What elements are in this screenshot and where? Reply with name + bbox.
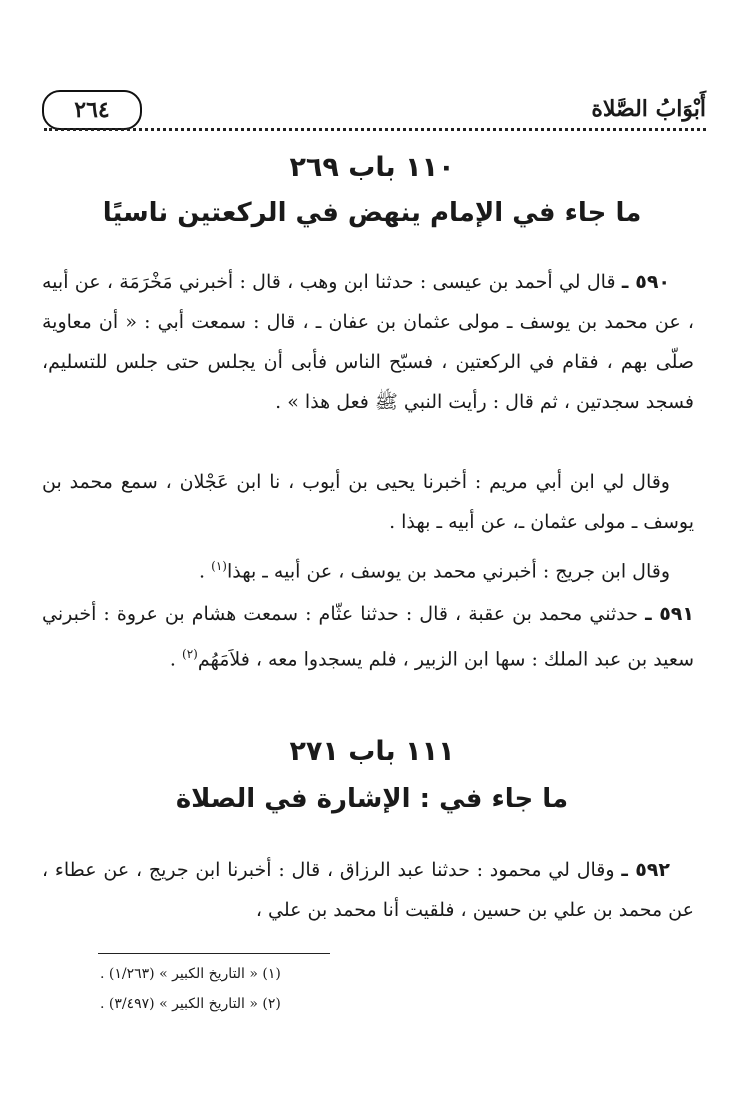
hadith-number: ٥٩٢ ـ bbox=[621, 859, 670, 881]
running-title: أَبْوَابُ الصَّلاة bbox=[591, 96, 706, 122]
header-divider bbox=[44, 128, 706, 131]
footnote: (٢) « التاريخ الكبير » (٣/٤٩٧) . bbox=[100, 996, 281, 1012]
page-number-text: ٢٦٤ bbox=[74, 97, 110, 123]
chapter-subtitle: ما جاء في الإمام ينهض في الركعتين ناسيًا bbox=[102, 198, 642, 228]
chapter-heading: ١١١ باب ٢٧١ bbox=[289, 736, 455, 767]
hadith-text: وقال لي محمود : حدثنا عبد الرزاق ، قال : أخبرنا ابن جريج ، عن عطاء ، عن محمد بن علي بن حسين ، فلقيت أنا محمد بن علي ، bbox=[42, 859, 694, 921]
footnote: (١) « التاريخ الكبير » (١/٢٦٣) . bbox=[100, 966, 281, 982]
narration-tail: . bbox=[199, 560, 212, 583]
hadith-paragraph bbox=[42, 594, 694, 679]
narration-text: وقال لي ابن أبي مريم : أخبرنا يحيى بن أيوب ، نا ابن عَجْلان ، سمع محمد بن يوسف ـ مولى عثمان ـ، عن أبيه ـ بهذا . bbox=[42, 471, 694, 533]
narration-text: وقال ابن جريج : أخبرني محمد بن يوسف ، عن أبيه ـ بهذا bbox=[226, 560, 670, 583]
hadith-number: ٥٩٠ ـ bbox=[621, 271, 671, 293]
hadith-tail: . bbox=[169, 648, 183, 671]
chapter-heading: ١١٠ باب ٢٦٩ bbox=[289, 152, 455, 183]
narration-paragraph bbox=[42, 462, 694, 542]
hadith-text: حدثني محمد بن عقبة ، قال : حدثنا عثّام : سمعت هشام بن عروة : أخبرني سعيد بن عبد الملك : سها ابن الزبير ، فلم يسجدوا معه ، فلاَمَهُم bbox=[42, 603, 694, 671]
narration-paragraph bbox=[42, 546, 694, 591]
hadith-paragraph bbox=[42, 850, 694, 930]
chapter-subtitle: ما جاء في : الإشارة في الصلاة bbox=[175, 784, 569, 814]
hadith-text: قال لي أحمد بن عيسى : حدثنا ابن وهب ، قال : أخبرني مَخْرَمَة ، عن أبيه ، عن محمد بن يوسف ـ مولى عثمان بن عفان ـ ، قال : سمعت أبي : « أن معاوية صلّى بهم ، فقام في الركعتين ، فسبّح الناس فأبى أن يجلس حتى جلس للتسليم، فسجد سجدتين ، ثم قال : رأيت النبي ﷺ فعل هذا » . bbox=[42, 271, 694, 413]
footnote-divider bbox=[98, 953, 330, 954]
page-number bbox=[42, 90, 142, 130]
footnote-ref: (٢) bbox=[182, 647, 198, 661]
hadith-number: ٥٩١ ـ bbox=[645, 603, 694, 625]
footnote-ref: (١) bbox=[211, 559, 227, 573]
hadith-paragraph bbox=[42, 262, 694, 422]
